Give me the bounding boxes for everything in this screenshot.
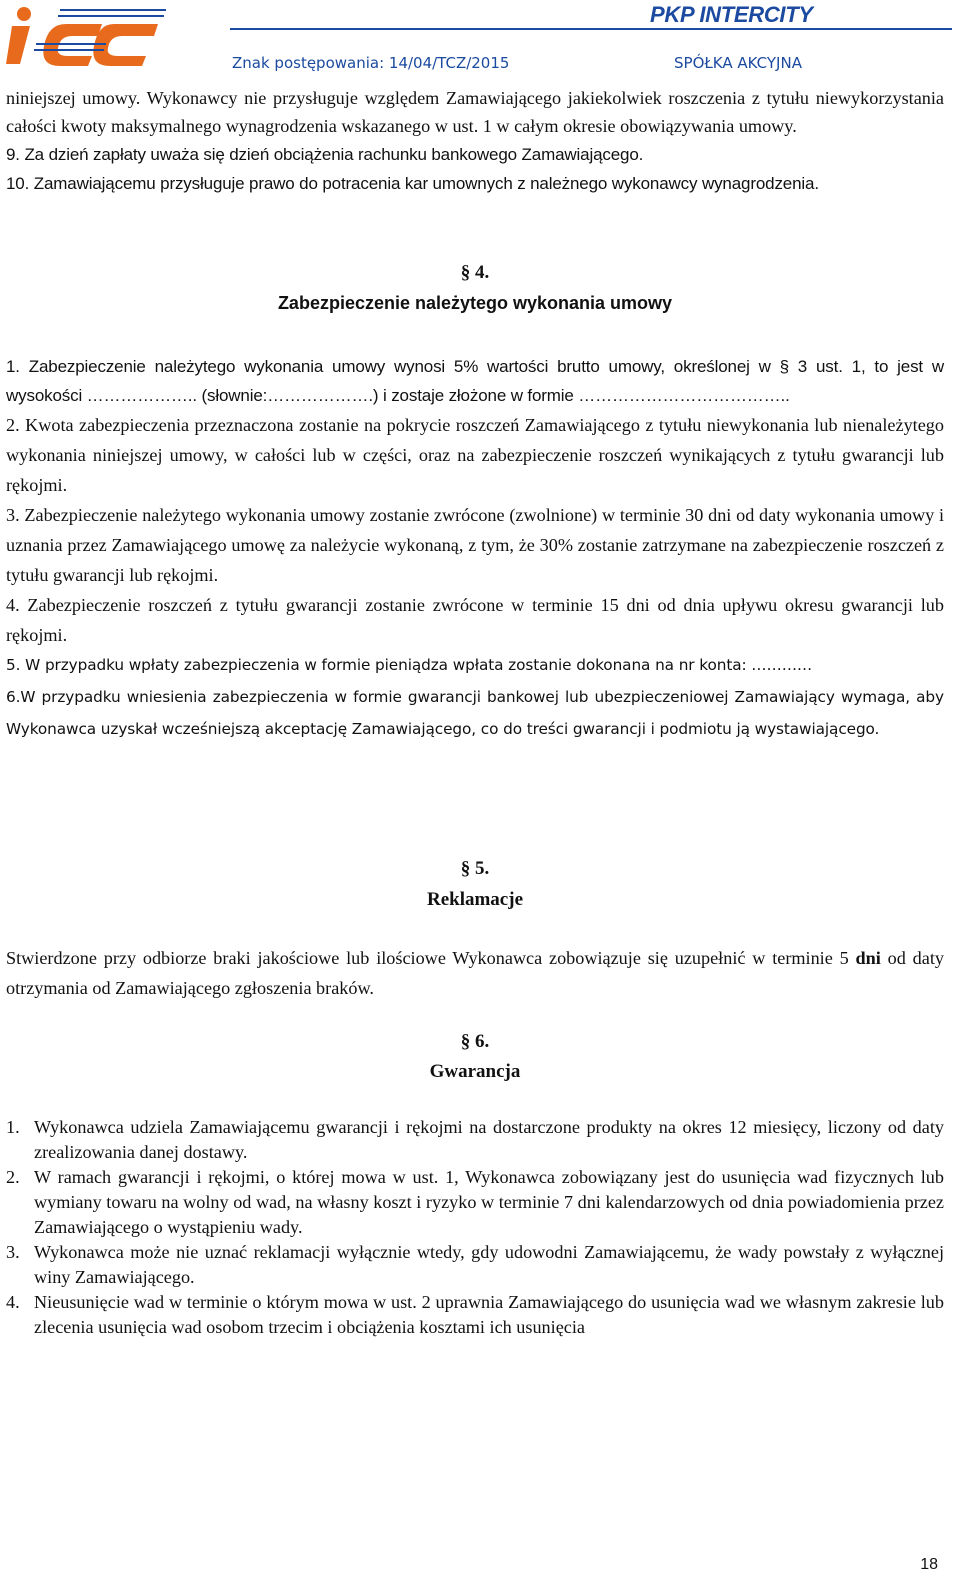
document-body	[6, 84, 944, 1340]
company-type: SPÓŁKA AKCYJNA	[674, 54, 802, 72]
list-item: 2. W ramach gwarancji i rękojmi, o której mowa w ust. 1, Wykonawca zobowiązany jest do usunięcia wad fizycznych lub wymiany towaru na wolny od wad, na własny koszt i ryzyko w terminie 7 dni kalendarzowych od dnia powiadomienia przez Zamawiającego o wystąpieniu wady.	[6, 1167, 944, 1237]
section-4-item-4: 4. Zabezpieczenie roszczeń z tytułu gwarancji zostanie zwrócone w terminie 15 dni od dnia upływu okresu gwarancji lub rękojmi.	[6, 595, 944, 645]
section-4-item-5: 5. W przypadku wpłaty zabezpieczenia w formie pieniądza wpłata zostanie dokonana na nr konta: …………	[6, 656, 813, 674]
paragraph-10: 10. Zamawiającemu przysługuje prawo do potracenia kar umownych z należnego wykonawcy wynagrodzenia.	[6, 174, 819, 193]
section-4-item-1: 1. Zabezpieczenie należytego wykonania umowy wynosi 5% wartości brutto umowy, określonej w § 3 ust. 1, to jest w wysokości ……………….. (słownie:……………….) i zostaje złożone w formie ………………………………..	[6, 357, 944, 405]
section-4-number: § 4.	[460, 262, 490, 283]
page-number: 18	[920, 1556, 938, 1573]
section-5-title: Reklamacje	[426, 889, 524, 910]
section-4-item-6: 6.W przypadku wniesienia zabezpieczenia w formie gwarancji bankowej lub ubezpieczeniowej Zamawiający wymaga, aby Wykonawca uzyskał wcześniejszą akceptację Zamawiającego, co do treści gwarancji i podmiotu ją wystawiającego.	[6, 688, 944, 738]
section-5-paragraph: Stwierdzone przy odbiorze braki jakościowe lub ilościowe Wykonawca zobowiązuje się uzupełnić w terminie 5 dni od daty otrzymania od Zamawiającego zgłoszenia braków.	[6, 948, 944, 998]
list-item: 3. Wykonawca może nie uznać reklamacji wyłącznie wtedy, gdy udowodni Zamawiającemu, że wady powstały z wyłącznej winy Zamawiającego.	[6, 1242, 944, 1287]
guarantee-list	[6, 1115, 944, 1340]
section-5-number: § 5.	[460, 858, 490, 879]
section-4-item-2: 2. Kwota zabezpieczenia przeznaczona zostanie na pokrycie roszczeń Zamawiającego z tytułu niewykonania lub nienależytego wykonania niniejszej umowy, w całości lub w części, oraz na zabezpieczenie roszczeń wynikających z tytułu gwarancji lub rękojmi.	[6, 415, 944, 495]
section-6-number: § 6.	[460, 1031, 490, 1052]
header-divider	[230, 28, 952, 30]
case-number: Znak postępowania: 14/04/TCZ/2015	[232, 54, 510, 72]
paragraph-intro: niniejszej umowy. Wykonawcy nie przysługuje względem Zamawiającego jakiekolwiek roszczenia z tytułu niewykorzystania całości kwoty maksymalnego wynagrodzenia wskazanego w ust. 1 w całym okresie obowiązywania umowy.	[6, 88, 944, 136]
icc-logo	[6, 2, 166, 68]
list-item: 4. Nieusunięcie wad w terminie o którym mowa w ust. 2 uprawnia Zamawiającego do usunięcia wad we własnym zakresie lub zlecenia usunięcia wad osobom trzecim i obciążenia kosztami ich usunięcia	[6, 1292, 944, 1337]
section-4-title: Zabezpieczenie należytego wykonania umowy	[277, 293, 673, 313]
company-name: PKP INTERCITY	[650, 2, 813, 27]
section-6-title: Gwarancja	[429, 1061, 521, 1082]
list-item: 1. Wykonawca udziela Zamawiającemu gwarancji i rękojmi na dostarczone produkty na okres 12 miesięcy, liczony od daty zrealizowania danej dostawy.	[6, 1117, 944, 1162]
paragraph-9: 9. Za dzień zapłaty uważa się dzień obciążenia rachunku bankowego Zamawiającego.	[6, 145, 644, 164]
section-4-item-3: 3. Zabezpieczenie należytego wykonania umowy zostanie zwrócone (zwolnione) w terminie 30 dni od daty wykonania umowy i uznania przez Zamawiającego umowę za należycie wykonaną, z tym, że 30% zostanie zatrzymane na zabezpieczenie roszczeń z tytułu gwarancji lub rękojmi.	[6, 505, 944, 585]
